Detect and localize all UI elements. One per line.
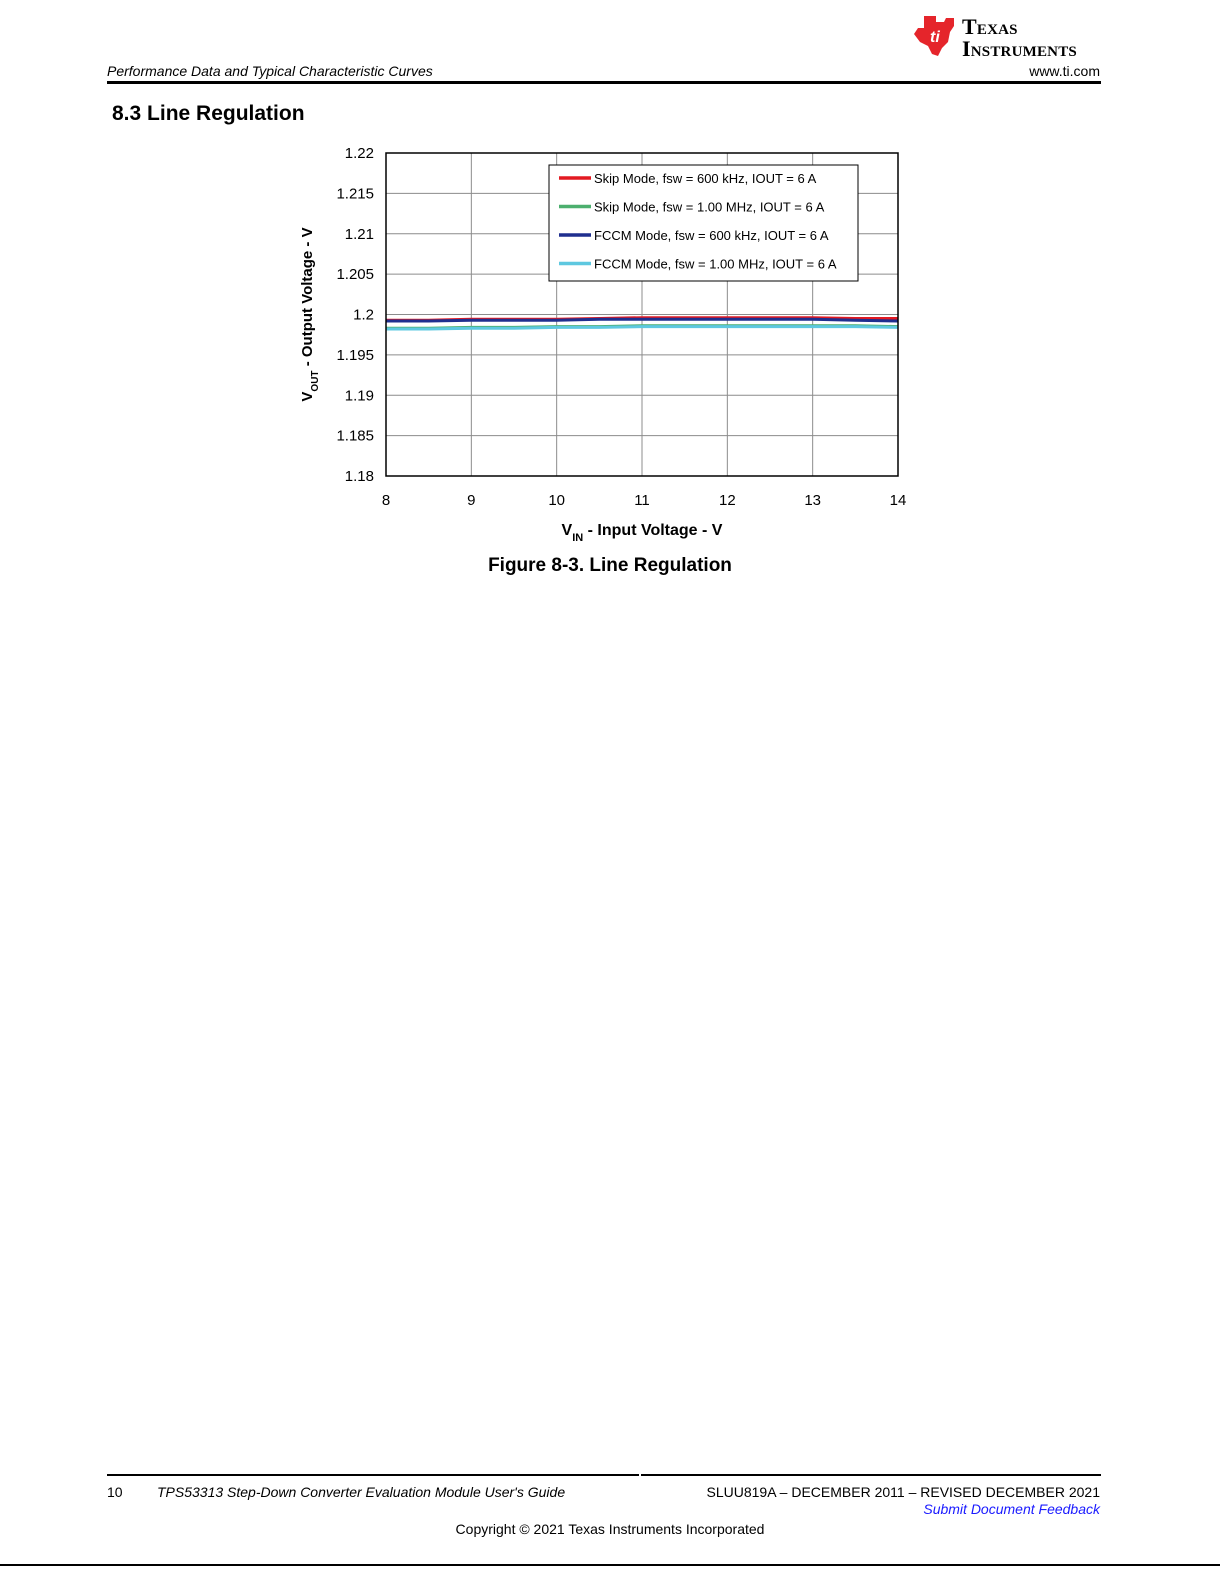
x-tick-label: 13 [804,492,822,509]
figure-caption: Figure 8-3. Line Regulation [488,555,732,576]
footer-rule [107,1474,639,1476]
header-rule [107,81,1101,84]
x-tick-label: 10 [548,492,566,509]
footer-doc-title: TPS53313 Step-Down Converter Evaluation Module User's Guide [157,1484,566,1500]
running-header-section: Performance Data and Typical Characteristic Curves [107,63,433,79]
submit-feedback-link[interactable]: Submit Document Feedback [923,1501,1100,1517]
x-axis-label: $V_{IN}$ - Input Voltage - V [561,522,723,544]
section-title: 8.3 Line Regulation [112,102,305,125]
y-axis-label: $V_{OUT}$ - Output Voltage - V [299,227,321,402]
header-url-link[interactable]: www.ti.com [1029,63,1100,79]
x-tick-label: 12 [718,492,736,509]
legend-entry: FCCM Mode, fsw = 600 kHz, IOUT = 6 A [594,228,829,243]
y-tick-label: 1.19 [344,387,374,405]
line-regulation-chart [280,140,940,550]
chart-canvas [280,140,940,550]
x-tick-label: 9 [467,492,476,509]
logo-wordmark-line1: Texas [962,14,1018,39]
bottom-rule [0,1564,1220,1566]
footer-rule-right [641,1474,1101,1476]
legend-entry: FCCM Mode, fsw = 1.00 MHz, IOUT = 6 A [594,256,837,272]
y-tick-label: 1.21 [344,225,374,243]
copyright: Copyright © 2021 Texas Instruments Incorporated [455,1521,765,1537]
legend-entry: Skip Mode, fsw = 1.00 MHz, IOUT = 6 A [594,199,825,215]
x-tick-label: 8 [381,492,391,509]
y-tick-label: 1.195 [336,346,374,364]
ti-logo [910,12,1102,60]
logo-wordmark-line2: Instruments [962,36,1077,61]
page-number: 10 [107,1484,123,1500]
svg-text:ti: ti [930,29,940,46]
y-tick-label: 1.22 [344,145,374,162]
x-tick-label: 14 [889,492,907,509]
y-tick-label: 1.185 [336,427,374,445]
y-tick-label: 1.18 [344,468,374,485]
legend-entry: Skip Mode, fsw = 600 kHz, IOUT = 6 A [594,171,817,186]
footer-doc-id: SLUU819A – DECEMBER 2011 – REVISED DECEMBER 2021 [706,1484,1100,1500]
y-tick-label: 1.215 [336,185,374,203]
ti-logo-mark-icon [910,12,958,60]
x-tick-label: 11 [634,492,650,509]
y-tick-label: 1.205 [336,266,374,284]
series-line-3 [386,319,898,321]
y-tick-label: 1.2 [353,306,374,324]
